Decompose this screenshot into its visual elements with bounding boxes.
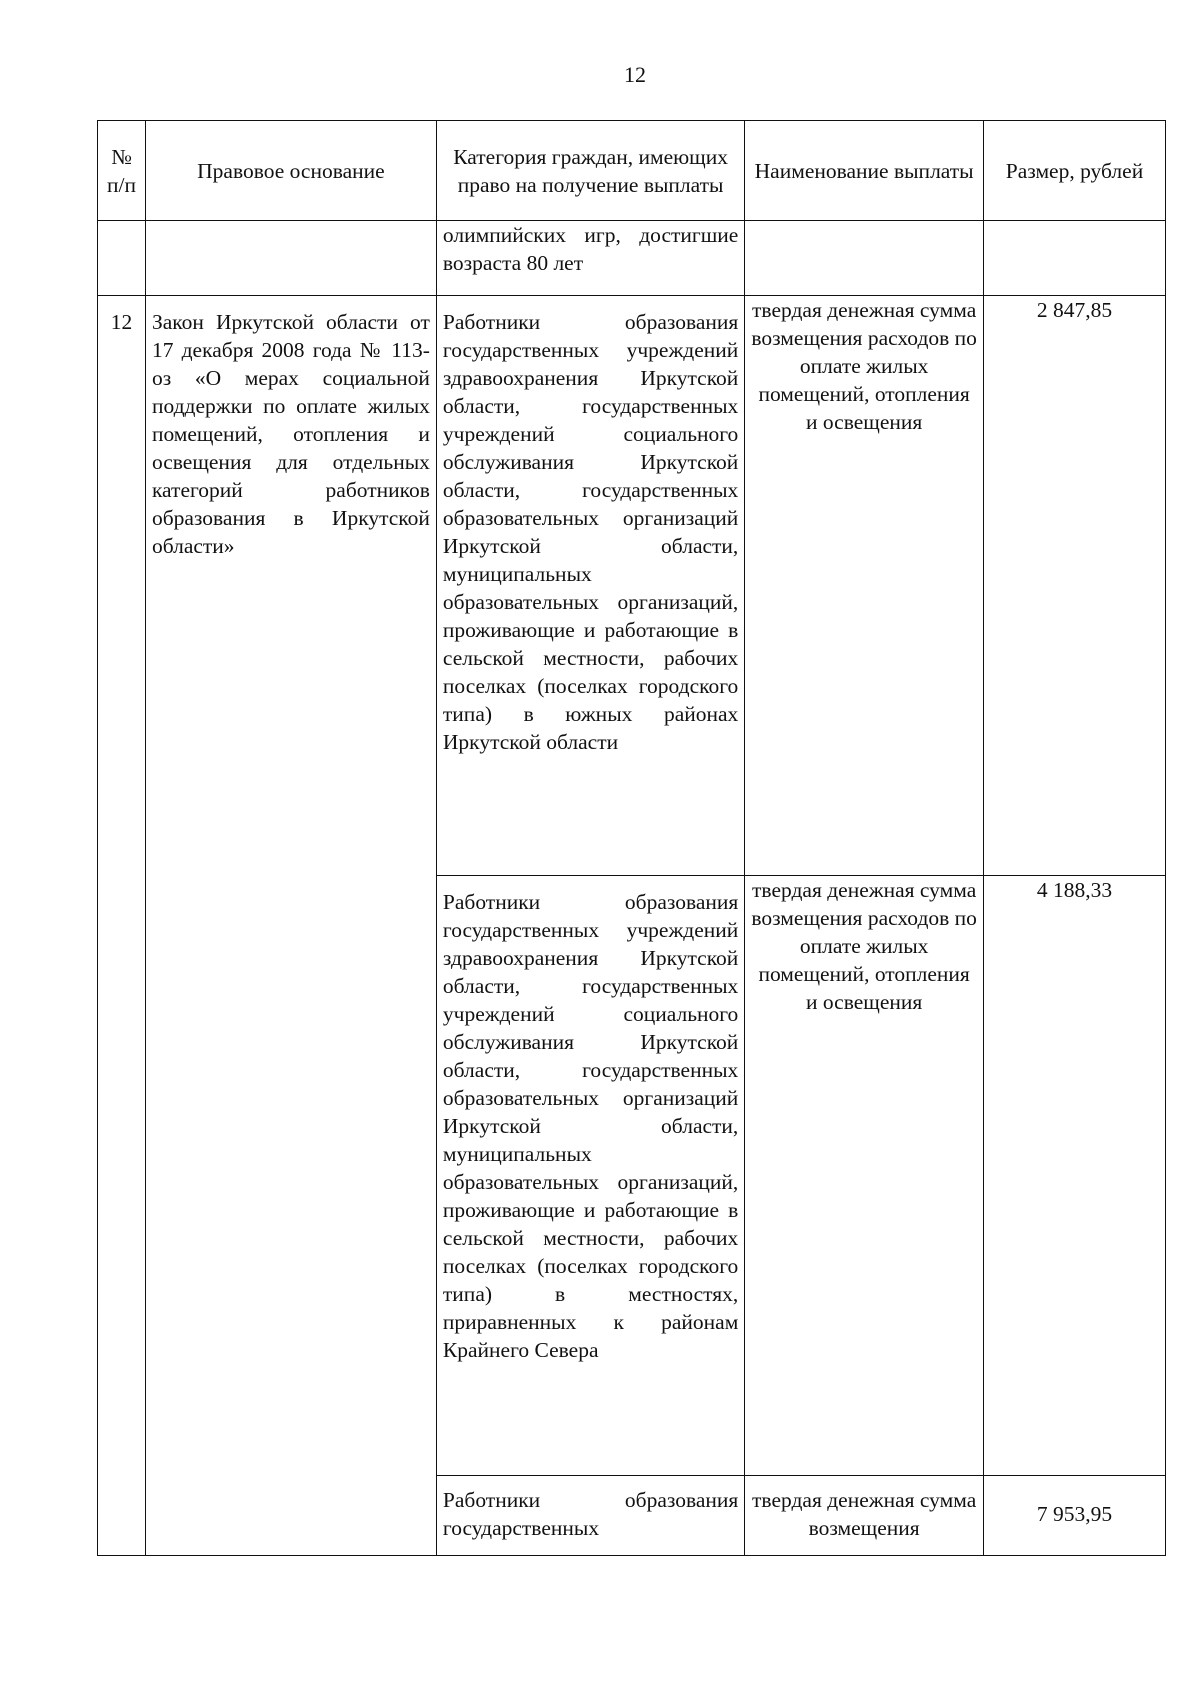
cell-payment-name: твердая денежная сумма возмещения: [745, 1476, 984, 1556]
cell-num: 12: [98, 296, 146, 1556]
cell-legal-basis: Закон Иркутской области от 17 декабря 2008 года № 113-оз «О мерах социальной поддержки по оплате жилых помещений, отопления и освещения для отдельных категорий работников образования в Иркутской области»: [145, 296, 436, 1556]
header-category: Категория граждан, имеющих право на получение выплаты: [436, 121, 744, 221]
cell-category: олимпийских игр, достигшие возраста 80 лет: [436, 221, 744, 296]
cell-category: Работники образования государственных учреждений здравоохранения Иркутской области, государственных учреждений социального обслуживания Иркутской области, государственных образовательных организаций Иркутской области, муниципальных образовательных организаций, проживающие и работающие в сельской местности, рабочих поселках (поселках городского типа) в южных районах Иркутской области: [436, 296, 744, 876]
page-number: 12: [624, 62, 646, 87]
cell-amount: [983, 221, 1165, 296]
cell-amount: 2 847,85: [983, 296, 1165, 876]
cell-payment-name: твердая денежная сумма возмещения расходов по оплате жилых помещений, отопления и освещения: [745, 876, 984, 1476]
cell-num: [98, 221, 146, 296]
cell-payment-name: твердая денежная сумма возмещения расходов по оплате жилых помещений, отопления и освещения: [745, 296, 984, 876]
table-row: [98, 221, 1166, 296]
table-row: [98, 296, 1166, 876]
cell-category: Работники образования государственных: [436, 1476, 744, 1556]
cell-amount: 7 953,95: [983, 1476, 1165, 1556]
header-payment-name: Наименование выплаты: [745, 121, 984, 221]
cell-category: Работники образования государственных учреждений здравоохранения Иркутской области, государственных учреждений социального обслуживания Иркутской области, государственных образовательных организаций Иркутской области, муниципальных образовательных организаций, проживающие и работающие в сельской местности, рабочих поселках (поселках городского типа) в местностях, приравненных к районам Крайнего Севера: [436, 876, 744, 1476]
header-num: № п/п: [98, 121, 146, 221]
cell-legal-basis: [145, 221, 436, 296]
header-amount: Размер, рублей: [983, 121, 1165, 221]
cell-payment-name: [745, 221, 984, 296]
payments-table: [97, 120, 1166, 1556]
cell-amount: 4 188,33: [983, 876, 1165, 1476]
header-legal-basis: Правовое основание: [145, 121, 436, 221]
table-header-row: [98, 121, 1166, 221]
